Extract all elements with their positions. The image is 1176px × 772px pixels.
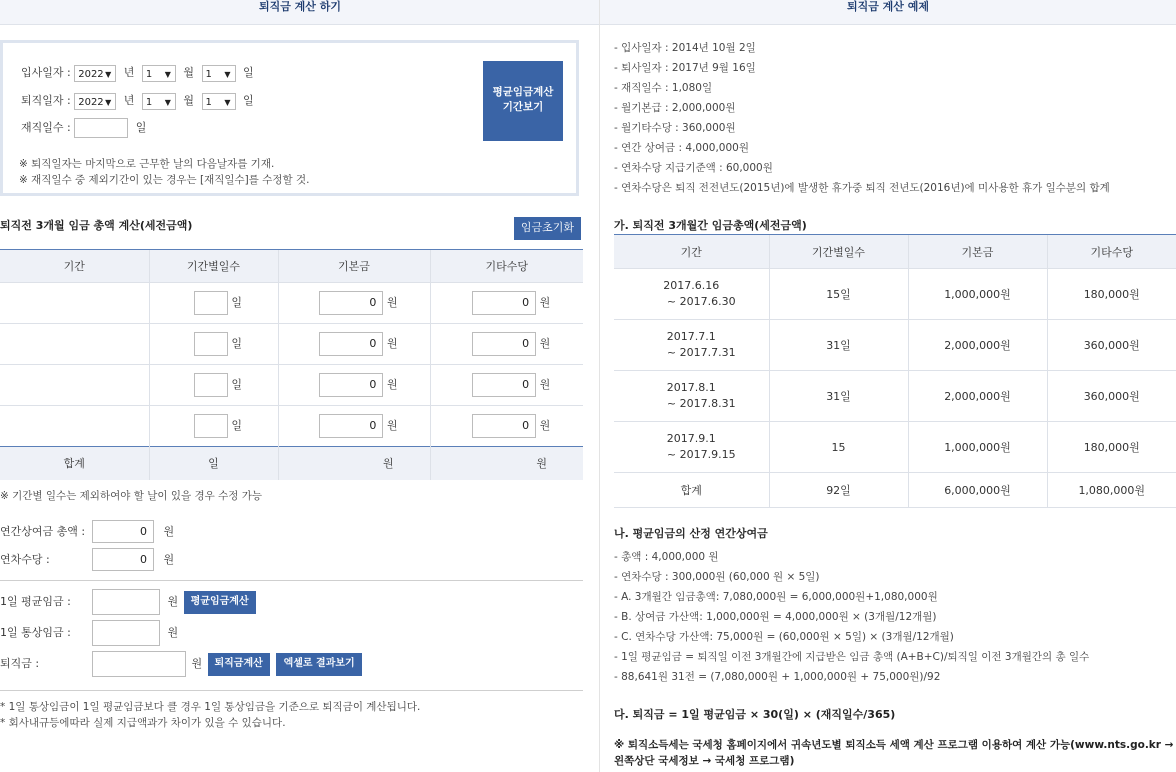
day-unit: 일 — [231, 419, 243, 432]
footnote-2: * 회사내규등에따라 실제 지급액과가 차이가 있을 수 있습니다. — [0, 717, 286, 729]
list-item: - 입사일자 : 2014년 10월 2일 — [614, 42, 756, 54]
separator — [0, 580, 583, 581]
tenure-unit: 일 — [135, 121, 147, 134]
basic-input[interactable]: 0 — [319, 414, 383, 438]
month-unit: 월 — [183, 94, 194, 107]
tenure-row — [21, 118, 146, 138]
period-cell — [614, 371, 769, 422]
won-unit: 원 — [386, 296, 398, 309]
won-unit: 원 — [386, 337, 398, 350]
other-input[interactable]: 0 — [472, 414, 536, 438]
period-start: 2017.7.1 — [666, 330, 716, 343]
day-unit: 일 — [243, 94, 254, 107]
total-label: 합계 — [0, 447, 149, 480]
days-cell: 15일 — [769, 269, 908, 320]
won-unit: 원 — [163, 552, 175, 566]
header-period: 기간 — [0, 250, 149, 283]
annual-leave-label: 연차수당 : — [0, 552, 50, 566]
list-item: - A. 3개월간 임금총액: 7,080,000원 = 6,000,000원+1,080,000원 — [614, 591, 938, 603]
section-b-title: 나. 평균임금의 산정 연간상여금 — [614, 527, 768, 540]
list-item: - 1일 평균임금 = 퇴직일 이전 3개월간에 지급받은 임금 총액 (A+B+C)/퇴직일 이전 3개월간의 총 일수 — [614, 651, 1090, 663]
severance-input[interactable] — [92, 651, 186, 677]
tenure-label: 재직일수 : — [21, 121, 71, 134]
won-unit: 원 — [191, 657, 203, 670]
period-start: 2017.6.16 — [663, 279, 720, 292]
tenure-input[interactable] — [74, 118, 128, 138]
hire-day-select[interactable]: 1 ▼ — [202, 65, 236, 82]
list-item: - 월기타수당 : 360,000원 — [614, 122, 736, 134]
won-unit: 원 — [167, 595, 179, 608]
basic-cell: 1,000,000원 — [908, 269, 1047, 320]
basic-input[interactable]: 0 — [319, 291, 383, 315]
period-end: ~ 2017.6.30 — [666, 295, 736, 308]
won-unit: 원 — [386, 419, 398, 432]
basic-input[interactable]: 0 — [319, 373, 383, 397]
footnote-1: * 1일 통상임금이 1일 평균임금보다 클 경우 1일 통상임금을 기준으로 퇴직금이 계산됩니다. — [0, 701, 421, 713]
days-cell: 15 — [769, 422, 908, 473]
days-input[interactable] — [194, 414, 228, 438]
header-days: 기간별일수 — [149, 250, 278, 283]
table-row — [0, 324, 583, 365]
retire-date-row — [21, 92, 254, 110]
section-c-title: 다. 퇴직금 = 1일 평균임금 × 30(일) × (재직일수/365) — [614, 708, 896, 721]
avg-wage-row — [0, 589, 256, 615]
retire-day-select[interactable]: 1 ▼ — [202, 93, 236, 110]
list-item: - 퇴사일자 : 2017년 9월 16일 — [614, 62, 756, 74]
days-input[interactable] — [194, 332, 228, 356]
other-input[interactable]: 0 — [472, 332, 536, 356]
won-unit: 원 — [539, 296, 551, 309]
wage-note: ※ 기간별 일수는 제외하여야 할 날이 있을 경우 수정 가능 — [0, 490, 262, 502]
example-info-list — [614, 40, 1174, 200]
annual-leave-input[interactable]: 0 — [92, 548, 154, 571]
wage-section-title: 퇴직전 3개월 임금 총액 계산(세전금액) — [0, 219, 193, 232]
date-input-panel — [0, 40, 579, 196]
hire-date-label: 입사일자 : — [21, 66, 71, 79]
basic-cell: 2,000,000원 — [908, 320, 1047, 371]
period-cell — [614, 269, 769, 320]
total-other: 원 — [430, 447, 583, 480]
header-days: 기간별일수 — [769, 235, 908, 269]
avg-wage-label: 1일 평균임금 : — [0, 595, 71, 608]
total-row — [0, 447, 583, 480]
basic-cell: 1,000,000원 — [908, 422, 1047, 473]
total-row — [614, 473, 1176, 508]
year-unit: 년 — [123, 66, 135, 79]
hire-date-row — [21, 64, 254, 82]
table-row — [0, 365, 583, 406]
hire-month-select[interactable]: 1 ▼ — [142, 65, 176, 82]
list-item: - C. 연차수당 가산액: 75,000원 = (60,000원 × 5일) × (3개월/12개월) — [614, 631, 954, 643]
other-cell: 180,000원 — [1047, 422, 1176, 473]
calc-period-button[interactable]: 평균임금계산 기간보기 — [483, 61, 563, 141]
other-input[interactable]: 0 — [472, 291, 536, 315]
list-item: - 연간 상여금 : 4,000,000원 — [614, 142, 749, 154]
avg-wage-calc-button[interactable]: 평균임금계산 — [184, 591, 256, 614]
period-cell — [614, 422, 769, 473]
ord-wage-label: 1일 통상임금 : — [0, 626, 71, 639]
won-unit: 원 — [386, 378, 398, 391]
total-basic: 6,000,000원 — [908, 473, 1047, 508]
avg-wage-input[interactable] — [92, 589, 160, 615]
month-unit: 월 — [183, 66, 194, 79]
list-item: - 재직일수 : 1,080일 — [614, 82, 713, 94]
header-basic: 기본금 — [278, 250, 430, 283]
table-row — [0, 406, 583, 447]
won-unit: 원 — [539, 419, 551, 432]
list-item: - 88,641원 31전 = (7,080,000원 + 1,000,000원 + 75,000원)/92 — [614, 671, 941, 683]
example-table-title: 가. 퇴직전 3개월간 임금총액(세전금액) — [614, 219, 807, 232]
table-row — [614, 371, 1176, 422]
form-note-1: ※ 퇴직일자는 마지막으로 근무한 날의 다음날자를 기재. — [19, 158, 275, 170]
other-cell: 360,000원 — [1047, 320, 1176, 371]
list-item: - 총액 : 4,000,000 원 — [614, 551, 719, 563]
total-days: 일 — [149, 447, 278, 480]
basic-input[interactable]: 0 — [319, 332, 383, 356]
period-end: ~ 2017.7.31 — [666, 346, 736, 359]
left-header-title: 퇴직금 계산 하기 — [258, 0, 342, 13]
annual-bonus-input[interactable]: 0 — [92, 520, 154, 543]
excel-export-button[interactable]: 엑셀로 결과보기 — [276, 653, 362, 676]
right-header — [600, 0, 1176, 25]
table-row — [614, 320, 1176, 371]
severance-calc-button[interactable]: 퇴직금계산 — [208, 653, 270, 676]
header-period: 기간 — [614, 235, 769, 269]
form-note-2: ※ 재직일수 중 제외기간이 있는 경우는 [재직일수]를 수정할 것. — [19, 174, 310, 186]
ord-wage-row — [0, 620, 178, 646]
list-item: - 월기본급 : 2,000,000원 — [614, 102, 736, 114]
list-item: - 연차수당 : 300,000원 (60,000 원 × 5일) — [614, 571, 820, 583]
list-item: - 연차수당 지급기준액 : 60,000원 — [614, 162, 773, 174]
list-item: - B. 상여금 가산액: 1,000,000원 = 4,000,000원 × (3개월/12개월) — [614, 611, 937, 623]
basic-cell: 2,000,000원 — [908, 371, 1047, 422]
retire-date-label: 퇴직일자 : — [21, 94, 71, 107]
period-cell — [0, 365, 149, 406]
table-row — [614, 269, 1176, 320]
retire-month-select[interactable]: 1 ▼ — [142, 93, 176, 110]
table-bottom-border — [614, 507, 1176, 508]
days-input[interactable] — [194, 373, 228, 397]
period-cell — [0, 324, 149, 365]
won-unit: 원 — [167, 626, 179, 639]
right-header-title: 퇴직금 계산 예제 — [846, 0, 930, 13]
day-unit: 일 — [231, 378, 243, 391]
total-days: 92일 — [769, 473, 908, 508]
table-row — [0, 283, 583, 324]
hire-year-select[interactable]: 2022 ▼ — [74, 65, 116, 82]
total-label: 합계 — [614, 473, 769, 508]
severance-label: 퇴직금 : — [0, 657, 40, 670]
column-divider — [599, 0, 600, 772]
period-start: 2017.8.1 — [666, 381, 716, 394]
list-item: - 연차수당은 퇴직 전전년도(2015년)에 발생한 휴가중 퇴직 전년도(2016년)에 미사용한 휴가 일수분의 합계 — [614, 182, 1110, 194]
won-unit: 원 — [539, 378, 551, 391]
header-other: 기타수당 — [1047, 235, 1176, 269]
days-cell: 31일 — [769, 371, 908, 422]
days-input[interactable] — [194, 291, 228, 315]
example-table — [614, 234, 1176, 508]
won-unit: 원 — [539, 337, 551, 350]
ord-wage-input[interactable] — [92, 620, 160, 646]
won-unit: 원 — [163, 524, 175, 538]
total-basic: 원 — [278, 447, 430, 480]
annual-leave-row — [0, 548, 174, 571]
total-other: 1,080,000원 — [1047, 473, 1176, 508]
day-unit: 일 — [243, 66, 254, 79]
header-other: 기타수당 — [430, 250, 583, 283]
days-cell: 31일 — [769, 320, 908, 371]
tax-note: ※ 퇴직소득세는 국세청 홈페이지에서 귀속년도별 퇴직소득 세액 계산 프로그램 이용하여 계산 가능(www.nts.go.kr → — [614, 739, 1174, 751]
left-header — [0, 0, 600, 25]
period-end: ~ 2017.8.31 — [666, 397, 736, 410]
other-cell: 360,000원 — [1047, 371, 1176, 422]
annual-bonus-label: 연간상여금 총액 : — [0, 524, 86, 538]
header-basic: 기본금 — [908, 235, 1047, 269]
period-cell — [0, 283, 149, 324]
period-start: 2017.9.1 — [666, 432, 716, 445]
annual-bonus-row — [0, 520, 174, 543]
other-input[interactable]: 0 — [472, 373, 536, 397]
separator — [0, 690, 583, 691]
year-unit: 년 — [123, 94, 135, 107]
period-cell — [614, 320, 769, 371]
period-end: ~ 2017.9.15 — [666, 448, 736, 461]
day-unit: 일 — [231, 337, 243, 350]
wage-table — [0, 249, 583, 480]
reset-wage-button[interactable]: 임금초기화 — [514, 217, 581, 240]
table-row — [614, 422, 1176, 473]
severance-row — [0, 651, 362, 677]
retire-year-select[interactable]: 2022 ▼ — [74, 93, 116, 110]
day-unit: 일 — [231, 296, 243, 309]
period-cell — [0, 406, 149, 447]
section-b-list — [614, 549, 1174, 689]
other-cell: 180,000원 — [1047, 269, 1176, 320]
tax-note-2: 왼쪽상단 국세정보 → 국세청 프로그램) — [614, 755, 795, 767]
